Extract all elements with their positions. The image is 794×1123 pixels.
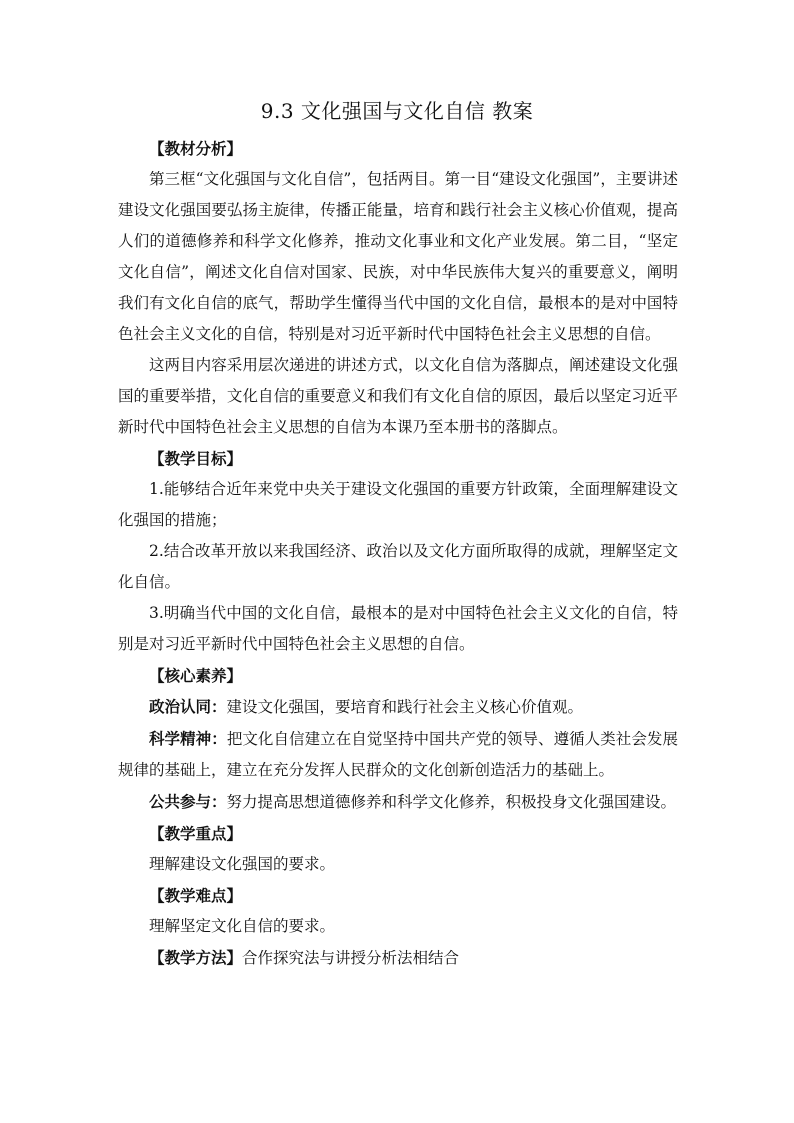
literacy-label: 科学精神： — [149, 729, 227, 748]
section-heading-keypoint: 【教学重点】 — [149, 824, 243, 843]
literacy-item-science — [118, 723, 678, 786]
section-heading-method: 【教学方法】 — [149, 948, 243, 967]
literacy-text: 建设文化强国，要培育和践行社会主义核心价值观。 — [226, 698, 584, 716]
goal-item-3: 3.明确当代中国的文化自信，最根本的是对中国特色社会主义文化的自信，特别是对习近平新时代中国特色社会主义思想的自信。 — [118, 604, 678, 653]
keypoint-text: 理解建设文化强国的要求。 — [149, 855, 336, 873]
section-heading-difficulty: 【教学难点】 — [149, 886, 243, 905]
section-heading-goals: 【教学目标】 — [149, 449, 243, 468]
analysis-paragraph-1: 第三框“文化强国与文化自信”，包括两目。第一目“建设文化强国”，主要讲述建设文化强国要弘扬主旋律，传播正能量，培育和践行社会主义核心价值观，提高人们的道德修养和科学文化修养，推动文化事业和文化产业发展。第二目，“坚定文化自信”，阐述文化自信对国家、民族，对中华民族伟大复兴的重要意义，阐明我们有文化自信的底气，帮助学生懂得当代中国的文化自信，最根本的是对中国特色社会主义文化的自信，特别是对习近平新时代中国特色社会主义思想的自信。 — [118, 170, 678, 343]
difficulty-text: 理解坚定文化自信的要求。 — [149, 917, 336, 935]
literacy-item-political — [118, 691, 678, 723]
document-title: 9.3 文化强国与文化自信 教案 — [260, 99, 534, 123]
section-heading-analysis: 【教材分析】 — [149, 139, 243, 158]
method-line — [118, 942, 678, 974]
section-heading-literacy: 【核心素养】 — [149, 666, 243, 685]
literacy-text: 努力提高思想道德修养和科学文化修养，积极投身文化强国建设。 — [226, 793, 677, 811]
literacy-label: 公共参与： — [149, 792, 227, 811]
method-text: 合作探究法与讲授分析法相结合 — [242, 949, 460, 967]
analysis-paragraph-2: 这两目内容采用层次递进的讲述方式，以文化自信为落脚点，阐述建设文化强国的重要举措，文化自信的重要意义和我们有文化自信的原因，最后以坚定习近平新时代中国特色社会主义思想的自信为本课乃至本册书的落脚点。 — [118, 356, 678, 436]
goal-item-1: 1.能够结合近年来党中央关于建设文化强国的重要方针政策，全面理解建设文化强国的措施； — [118, 480, 678, 529]
literacy-text: 把文化自信建立在自觉坚持中国共产党的领导、遵循人类社会发展规律的基础上，建立在充分发挥人民群众的文化创新创造活力的基础上。 — [118, 730, 678, 779]
literacy-item-participation — [118, 786, 678, 818]
document-body — [118, 133, 678, 974]
goal-item-2: 2.结合改革开放以来我国经济、政治以及文化方面所取得的成就，理解坚定文化自信。 — [118, 542, 678, 591]
literacy-label: 政治认同： — [149, 697, 227, 716]
